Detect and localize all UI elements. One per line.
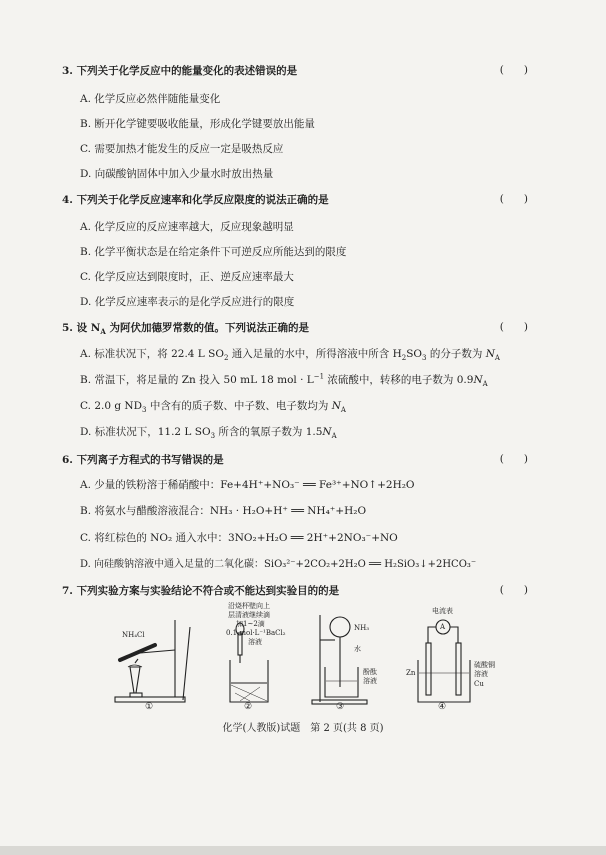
fig3-solution-label: 溶液 bbox=[363, 677, 377, 685]
question-4-option-a: A. 化学反应的反应速率越大，反应现象越明显 bbox=[80, 221, 294, 233]
question-6-stem: 6. 下列离子方程式的书写错误的是 bbox=[62, 454, 224, 466]
experiment-figures bbox=[100, 602, 510, 715]
question-5-option-b: B. 常温下，将足量的 Zn 投入 50 mL 18 mol · $L^{-1}$ 浓硫酸中，转移的电子数为 $0.9N_A$ bbox=[80, 372, 488, 389]
figure-number-2: ② bbox=[244, 702, 253, 712]
question-7-answer-bracket: ( ) bbox=[499, 584, 528, 596]
question-3-option-c: C. 需要加热才能发生的反应一定是吸热反应 bbox=[80, 143, 284, 155]
question-6-option-c: C. 将红棕色的 NO₂ 通入水中：3NO₂+H₂O ══ 2H⁺+2NO₃⁻+NO bbox=[80, 532, 398, 544]
question-4-option-d: D. 化学反应速率表示的是化学反应进行的限度 bbox=[80, 296, 295, 308]
question-4-answer-bracket: ( ) bbox=[499, 193, 528, 205]
fig4-cu-label: Cu bbox=[474, 680, 484, 688]
fig4-ammeter-symbol: A bbox=[440, 623, 446, 631]
fig2-label-line-2: 层清液继续滴 bbox=[228, 611, 270, 619]
question-3-stem: 3. 下列关于化学反应中的能量变化的表述错误的是 bbox=[62, 65, 298, 77]
figure-number-4: ④ bbox=[438, 702, 447, 712]
page-bottom-edge bbox=[0, 846, 606, 855]
question-3-answer-bracket: ( ) bbox=[499, 64, 528, 76]
question-4-stem: 4. 下列关于化学反应速率和化学反应限度的说法正确的是 bbox=[62, 194, 329, 206]
fig3-gas-label: NH₃ bbox=[354, 624, 370, 632]
question-5-stem: 5. 设 $N_A$ 为阿伏加德罗常数的值。下列说法正确的是 bbox=[62, 322, 309, 337]
page-footer: 化学(人教版)试题 第 2 页(共 8 页) bbox=[222, 723, 384, 734]
question-5-option-c: C. 2.0 g $ND_3$ 中含有的质子数、中子数、电子数均为 $N_A$ bbox=[80, 400, 346, 415]
question-3-option-a: A. 化学反应必然伴随能量变化 bbox=[80, 93, 221, 105]
question-4-option-c: C. 化学反应达到限度时，正、逆反应速率最大 bbox=[80, 271, 294, 283]
question-4-option-b: B. 化学平衡状态是在给定条件下可逆反应所能达到的限度 bbox=[80, 246, 347, 258]
question-7-stem: 7. 下列实验方案与实验结论不符合或不能达到实验目的的是 bbox=[62, 585, 340, 597]
figure-number-3: ③ bbox=[336, 702, 345, 712]
question-3-option-d: D. 向碳酸钠固体中加入少量水时放出热量 bbox=[80, 168, 274, 180]
fig2-label-line-5: 溶液 bbox=[248, 638, 262, 646]
fig2-label-line-3: 加1~2滴 bbox=[236, 620, 265, 628]
fig4-zn-label: Zn bbox=[406, 669, 416, 677]
fig4-ammeter-label: 电流表 bbox=[432, 607, 453, 615]
fig4-solution-label: 溶液 bbox=[474, 670, 488, 678]
question-5-answer-bracket: ( ) bbox=[499, 321, 528, 333]
figure-number-1: ① bbox=[145, 702, 154, 712]
fig4-copper-sulfate-label: 硫酸铜 bbox=[474, 661, 495, 669]
fig2-label-line-4: 0.1 mol·L⁻¹BaCl₂ bbox=[226, 629, 286, 637]
question-5-option-a: A. 标准状况下，将 22.4 L $SO_2$ 通入足量的水中，所得溶液中所含 $H_2SO_3$ 的分子数为 $N_A$ bbox=[80, 348, 500, 363]
fig3-water-label: 水 bbox=[354, 645, 361, 653]
question-3-option-b: B. 断开化学键要吸收能量，形成化学键要放出能量 bbox=[80, 118, 315, 130]
fig1-reagent-label: NH₄Cl bbox=[122, 631, 145, 639]
fig3-indicator-label: 酚酞 bbox=[363, 668, 377, 676]
fig2-label-line-1: 沿烧杯壁向上 bbox=[228, 602, 270, 610]
apparatus-4-galvanic-cell bbox=[418, 620, 470, 702]
question-5-option-d: D. 标准状况下，11.2 L $SO_3$ 所含的氧原子数为 $1.5N_A$ bbox=[80, 426, 337, 441]
question-6-answer-bracket: ( ) bbox=[499, 453, 528, 465]
question-6-option-a: A. 少量的铁粉溶于稀硝酸中：Fe+4H⁺+NO₃⁻ ══ Fe³⁺+NO↑+2H₂O bbox=[80, 479, 415, 491]
question-6-option-d: D. 向硅酸钠溶液中通入足量的二氧化碳：SiO₃²⁻+2CO₂+2H₂O ══ H₂SiO₃↓+2HCO₃⁻ bbox=[80, 559, 477, 570]
question-6-option-b: B. 将氨水与醋酸溶液混合：NH₃ · H₂O+H⁺ ══ NH₄⁺+H₂O bbox=[80, 505, 367, 517]
apparatus-drawings bbox=[100, 605, 510, 715]
